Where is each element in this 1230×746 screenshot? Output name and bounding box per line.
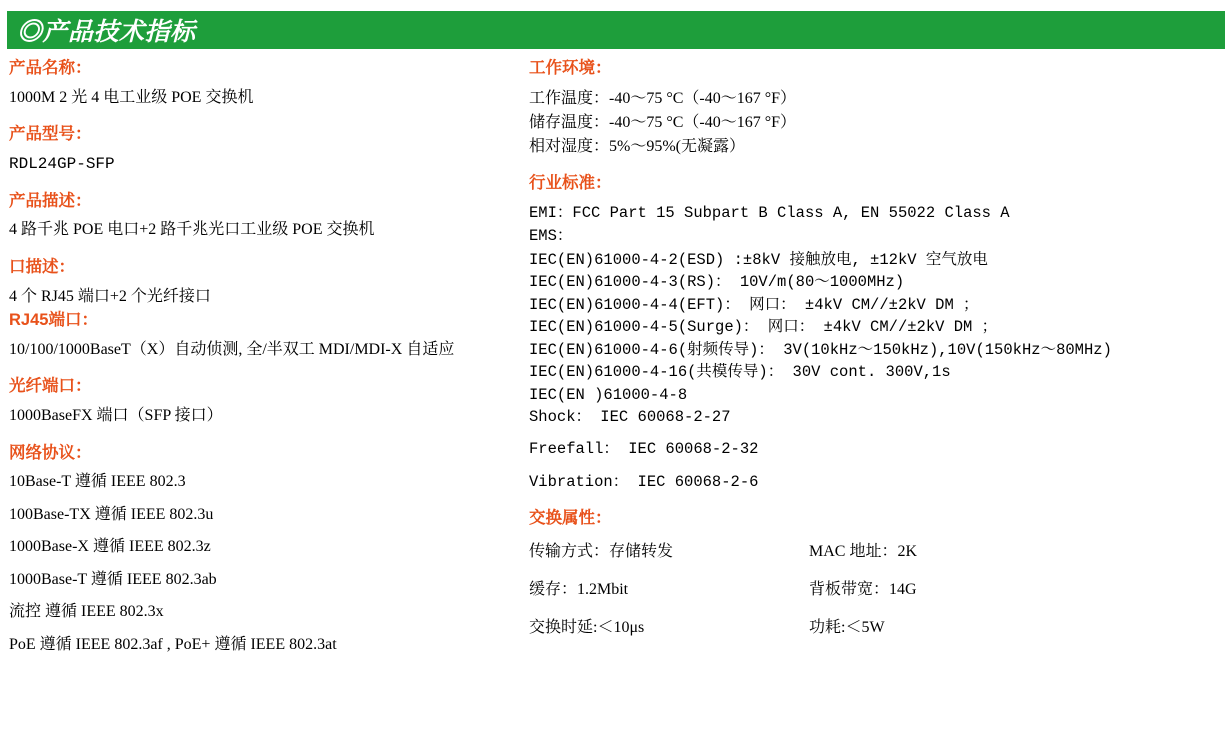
product-model-value: RDL24GP-SFP: [9, 155, 115, 174]
standard-ems-line: IEC(EN)61000-4-5(Surge)： 网口： ±4kV CM//±2kV DM ；: [529, 318, 998, 337]
section-heading-product-model: 产品型号：: [9, 125, 92, 144]
environment-line: 储存温度：-40～75 °C（-40～167 °F）: [529, 113, 797, 131]
environment-line: 工作温度：-40～75 °C（-40～167 °F）: [529, 89, 797, 107]
switch-attr-right: 功耗:＜5W: [809, 619, 885, 637]
standard-vibration-line: Vibration： IEC 60068-2-6: [529, 472, 759, 491]
standard-ems-line: IEC(EN)61000-4-4(EFT)： 网口： ±4kV CM//±2kV DM ；: [529, 295, 979, 314]
standard-ems-block: [529, 250, 1225, 405]
switch-attr-right: 背板带宽：14G: [809, 581, 917, 599]
standard-freefall-line: Freefall： IEC 60068-2-32: [529, 440, 759, 459]
network-protocol-line: 100Base-TX 遵循 IEEE 802.3u: [9, 505, 214, 523]
right-column: [529, 59, 1225, 637]
standard-ems-line: IEC(EN )61000-4-8: [529, 385, 688, 404]
standard-ems-line: IEC(EN)61000-4-6(射频传导)： 3V(10kHz～150kHz),10V(150kHz～80MHz): [529, 340, 1112, 359]
switch-attr-right: MAC 地址：2K: [809, 543, 918, 561]
standard-ems-line: IEC(EN)61000-4-16(共模传导)： 30V cont. 300V,1s: [529, 363, 951, 382]
section-heading-fiber-port: 光纤端口：: [9, 377, 92, 396]
switch-attr-left: 交换时延:＜10μs: [529, 619, 645, 637]
section-heading-rj45-port: RJ45端口：: [9, 311, 98, 330]
switch-attr-left: 缓存：1.2Mbit: [529, 581, 629, 599]
section-heading-switch-attributes: 交换属性：: [529, 509, 612, 528]
standard-emi-line: EMI：FCC Part 15 Subpart B Class A, EN 55022 Class A: [529, 203, 1010, 222]
section-heading-product-description: 产品描述：: [9, 191, 92, 210]
standard-shock-line: Shock： IEC 60068-2-27: [529, 408, 731, 426]
switch-attr-left: 传输方式：存储转发: [529, 543, 674, 561]
network-protocol-line: 流控 遵循 IEEE 802.3x: [9, 603, 164, 621]
product-description-value: 4 路千兆 POE 电口+2 路千兆光口工业级 POE 交换机: [9, 221, 375, 239]
network-protocol-line: 1000Base-T 遵循 IEEE 802.3ab: [9, 570, 217, 588]
page-title: ◎产品技术指标: [17, 18, 196, 46]
standard-ems-line: IEC(EN)61000-4-2(ESD) :±8kV 接触放电, ±12kV 空气放电: [529, 250, 988, 269]
switch-attributes-table: [529, 538, 1225, 637]
network-protocol-line: 10Base-T 遵循 IEEE 802.3: [9, 473, 186, 491]
section-heading-environment: 工作环境：: [529, 59, 612, 77]
standard-ems-line: IEC(EN)61000-4-3(RS)： 10V/m(80～1000MHz): [529, 273, 905, 292]
network-protocol-line: PoE 遵循 IEEE 802.3af , PoE+ 遵循 IEEE 802.3at: [9, 635, 337, 653]
page-header: [7, 11, 1225, 49]
left-column: [9, 59, 519, 667]
fiber-port-value: 1000BaseFX 端口（SFP 接口）: [9, 407, 223, 425]
port-description-value: 4 个 RJ45 端口+2 个光纤接口: [9, 287, 211, 305]
standard-ems-label: EMS：: [529, 227, 573, 246]
network-protocol-line: 1000Base-X 遵循 IEEE 802.3z: [9, 538, 211, 556]
section-heading-port-description: 口描述：: [9, 257, 75, 276]
product-name-value: 1000M 2 光 4 电工业级 POE 交换机: [9, 88, 254, 106]
section-heading-industry-standards: 行业标准：: [529, 174, 612, 193]
section-heading-product-name: 产品名称：: [9, 59, 92, 77]
section-heading-network-protocol: 网络协议：: [9, 443, 92, 462]
rj45-port-value: 10/100/1000BaseT（X）自动侦测, 全/半双工 MDI/MDI-X 自适应: [9, 340, 455, 358]
environment-line: 相对湿度：5%～95%(无凝露）: [529, 138, 745, 156]
